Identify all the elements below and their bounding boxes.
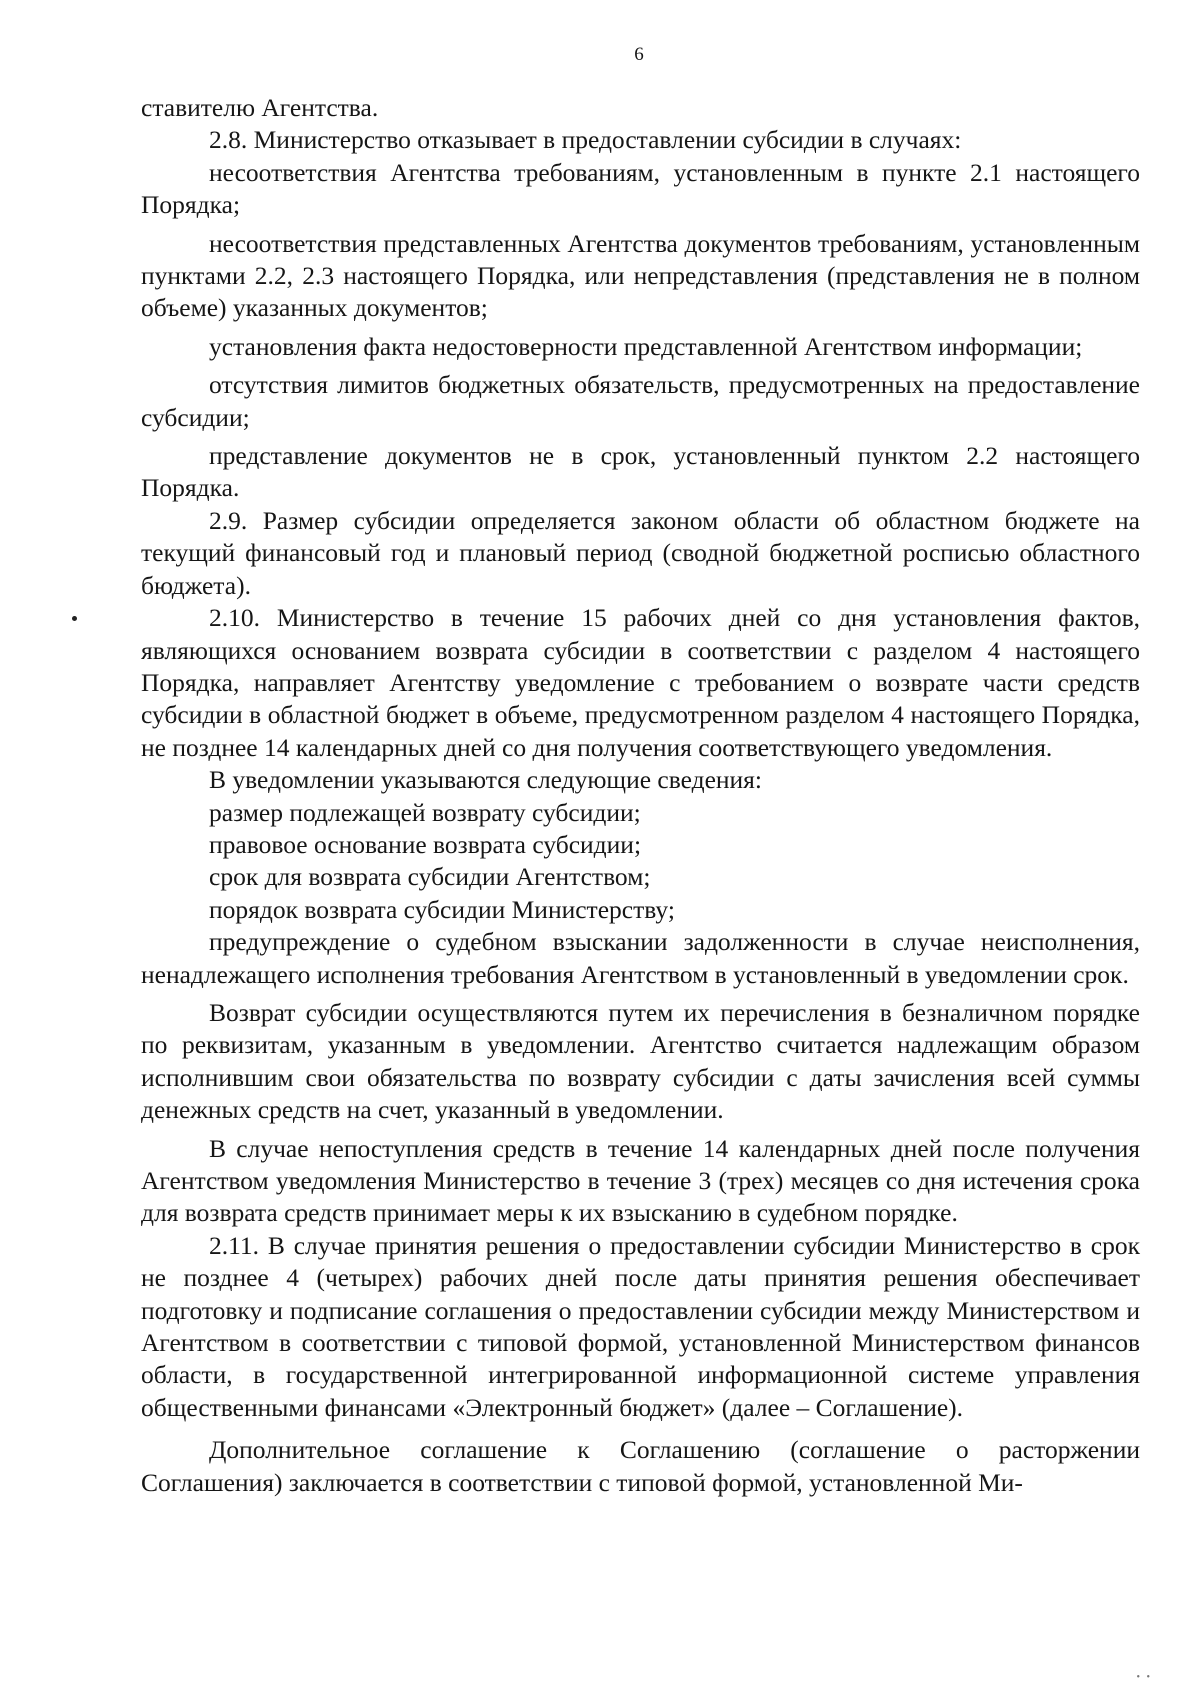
paragraph-2-10: 2.10. Министерство в течение 15 рабочих дней со дня установления фактов, являющихся основанием возврата субсидии в соответствии с разделом 4 настоящего Порядка, направляет Агентству уведомление с требованием о возврате части средств субсидии в областной бюджет в объеме, предусмотренном разделом 4 настоящего Порядка, не позднее 14 календарных дней со дня получения соответствующего уведомления. [141,603,1140,762]
paragraph-2-8: 2.8. Министерство отказывает в предоставлении субсидии в случаях: [209,125,962,155]
list-item-late-documents: представление документов не в срок, установленный пунктом 2.2 настоящего Порядка. [141,441,1140,503]
scan-dot [72,616,77,621]
paragraph-2-11: 2.11. В случае принятия решения о предоставлении субсидии Министерство в срок не позднее 4 (четырех) рабочих дней после даты принятия решения обеспечивает подготовку и подписание соглашения о предоставлении субсидии между Министерством и Агентством в соответствии с типовой формой, установленной Министерством финансов области, в государственной интегрированной информационной системе управления общественными финансами «Электронный бюджет» (далее – Соглашение). [141,1230,1140,1422]
page-number: 6 [634,44,644,65]
notice-item-deadline: срок для возврата субсидии Агентством; [209,862,651,892]
scan-artifact: • • [1136,1672,1152,1683]
notice-item-legal-basis: правовое основание возврата субсидии; [209,829,642,859]
paragraph-refund-method: Возврат субсидии осуществляются путем их перечисления в безналичном порядке по реквизитам, указанным в уведомлении. Агентство считается надлежащим образом исполнившим свои обязательства по возврату субсидии с даты зачисления всей суммы денежных средств на счет, указанный в уведомлении. [141,997,1140,1125]
paragraph-additional-agreement: Дополнительное соглашение к Соглашению (соглашение о расторжении Соглашения) заключается в соответствии с типовой формой, установленной Ми- [141,1435,1140,1497]
notice-item-amount: размер подлежащей возврату субсидии; [209,797,641,827]
paragraph-non-receipt: В случае непоступления средств в течение 14 календарных дней после получения Агентством уведомления Министерство в течение 3 (трех) месяцев со дня истечения срока для возврата средств принимает меры к их взысканию в судебном порядке. [141,1133,1140,1228]
list-item-nonconformity-requirements: несоответствия Агентства требованиям, установленным в пункте 2.1 настоящего Порядка; [141,157,1140,220]
paragraph-2-9: 2.9. Размер субсидии определяется законом области об областном бюджете на текущий финансовый год и плановый период (сводной бюджетной росписью областного бюджета). [141,505,1140,600]
paragraph-continuation: ставителю Агентства. [141,93,379,122]
notice-item-warning: предупреждение о судебном взыскании задолженности в случае неисполнения, ненадлежащего исполнения требования Агентством в установленный в уведомлении срок. [141,927,1140,989]
list-item-false-information: установления факта недостоверности представленной Агентством информации; [209,331,1083,361]
document-body [141,92,1140,1499]
notice-item-procedure: порядок возврата субсидии Министерству; [209,894,675,924]
list-item-no-limits: отсутствия лимитов бюджетных обязательств, предусмотренных на предоставление субсидии; [141,370,1140,432]
list-item-nonconformity-documents: несоответствия представленных Агентства документов требованиям, установленным пунктами 2.2, 2.3 настоящего Порядка, или непредставления (представления не в полном объеме) указанных документов; [141,228,1140,323]
notice-contents-intro: В уведомлении указываются следующие сведения: [209,765,762,795]
